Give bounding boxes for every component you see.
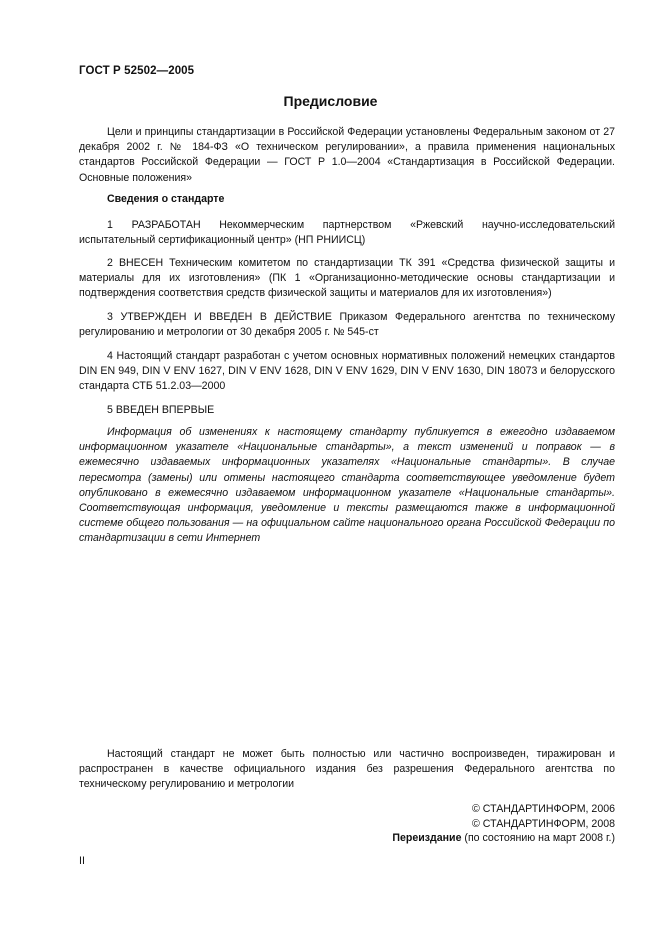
page-title: Предисловие — [283, 93, 378, 109]
item-2: 2 ВНЕСЕН Техническим комитетом по стандартизации ТК 391 «Средства физической защиты и материалы для их изготовления» (ПК 1 «Организационно-методические основы стандартизации и подтверждения соответствия средств физической защиты и материалов для их изготовления») — [79, 257, 615, 300]
standard-code: ГОСТ Р 52502—2005 — [79, 65, 195, 77]
reproduction-paragraph: Настоящий стандарт не может быть полностью или частично воспроизведен, тиражирован и распространен в качестве официального издания без разрешения Федерального агентства по техническому регулированию и метрологии — [79, 748, 615, 791]
standard-info-heading: Сведения о стандарте — [107, 193, 225, 205]
item-3: 3 УТВЕРЖДЕН И ВВЕДЕН В ДЕЙСТВИЕ Приказом Федерального агентства по техническому регулированию и метрологии от 30 декабря 2005 г. № 545-ст — [79, 311, 615, 339]
notice-paragraph: Информация об изменениях к настоящему стандарту публикуется в ежегодно издаваемом информационном указателе «Национальные стандарты», а текст изменений и поправок — в ежемесячно издаваемых информационных указателях «Национальные стандарты». В случае пересмотра (замены) или отмены настоящего стандарта соответствующее уведомление будет опубликовано в ежемесячно издаваемом информационном указателе «Национальные стандарты». Соответствующая информация, уведомление и тексты размещаются также в информационной системе общего пользования — на официальном сайте национального органа Российской Федерации по стандартизации в сети Интернет — [79, 426, 615, 545]
reissue-line — [392, 831, 615, 846]
copyright-block — [392, 802, 615, 846]
item-5: 5 ВВЕДЕН ВПЕРВЫЕ — [107, 404, 215, 416]
copyright-line-1: © СТАНДАРТИНФОРМ, 2006 — [472, 803, 615, 815]
copyright-line-2: © СТАНДАРТИНФОРМ, 2008 — [472, 817, 615, 830]
item-1: 1 РАЗРАБОТАН Некоммерческим партнерством «Ржевский научно-исследовательский испытательный сертификационный центр» (НП РНИИСЦ) — [79, 219, 615, 247]
reissue-note: (по состоянию на март 2008 г.) — [461, 832, 615, 844]
page-number: II — [79, 855, 85, 867]
item-4: 4 Настоящий стандарт разработан с учетом основных нормативных положений немецких стандартов DIN EN 949, DIN V ENV 1627, DIN V ENV 1628, DIN V ENV 1629, DIN V ENV 1630, DIN 18073 и белорусского стандарта СТБ 51.2.03—2000 — [79, 350, 615, 393]
intro-paragraph: Цели и принципы стандартизации в Российской Федерации установлены Федеральным законом от 27 декабря 2002 г. № 184-ФЗ «О техническом регулировании», а правила применения национальных стандартов Российской Федерации — ГОСТ Р 1.0—2004 «Стандартизация в Российской Федерации. Основные положения» — [79, 126, 615, 184]
reissue-label: Переиздание — [392, 832, 462, 844]
